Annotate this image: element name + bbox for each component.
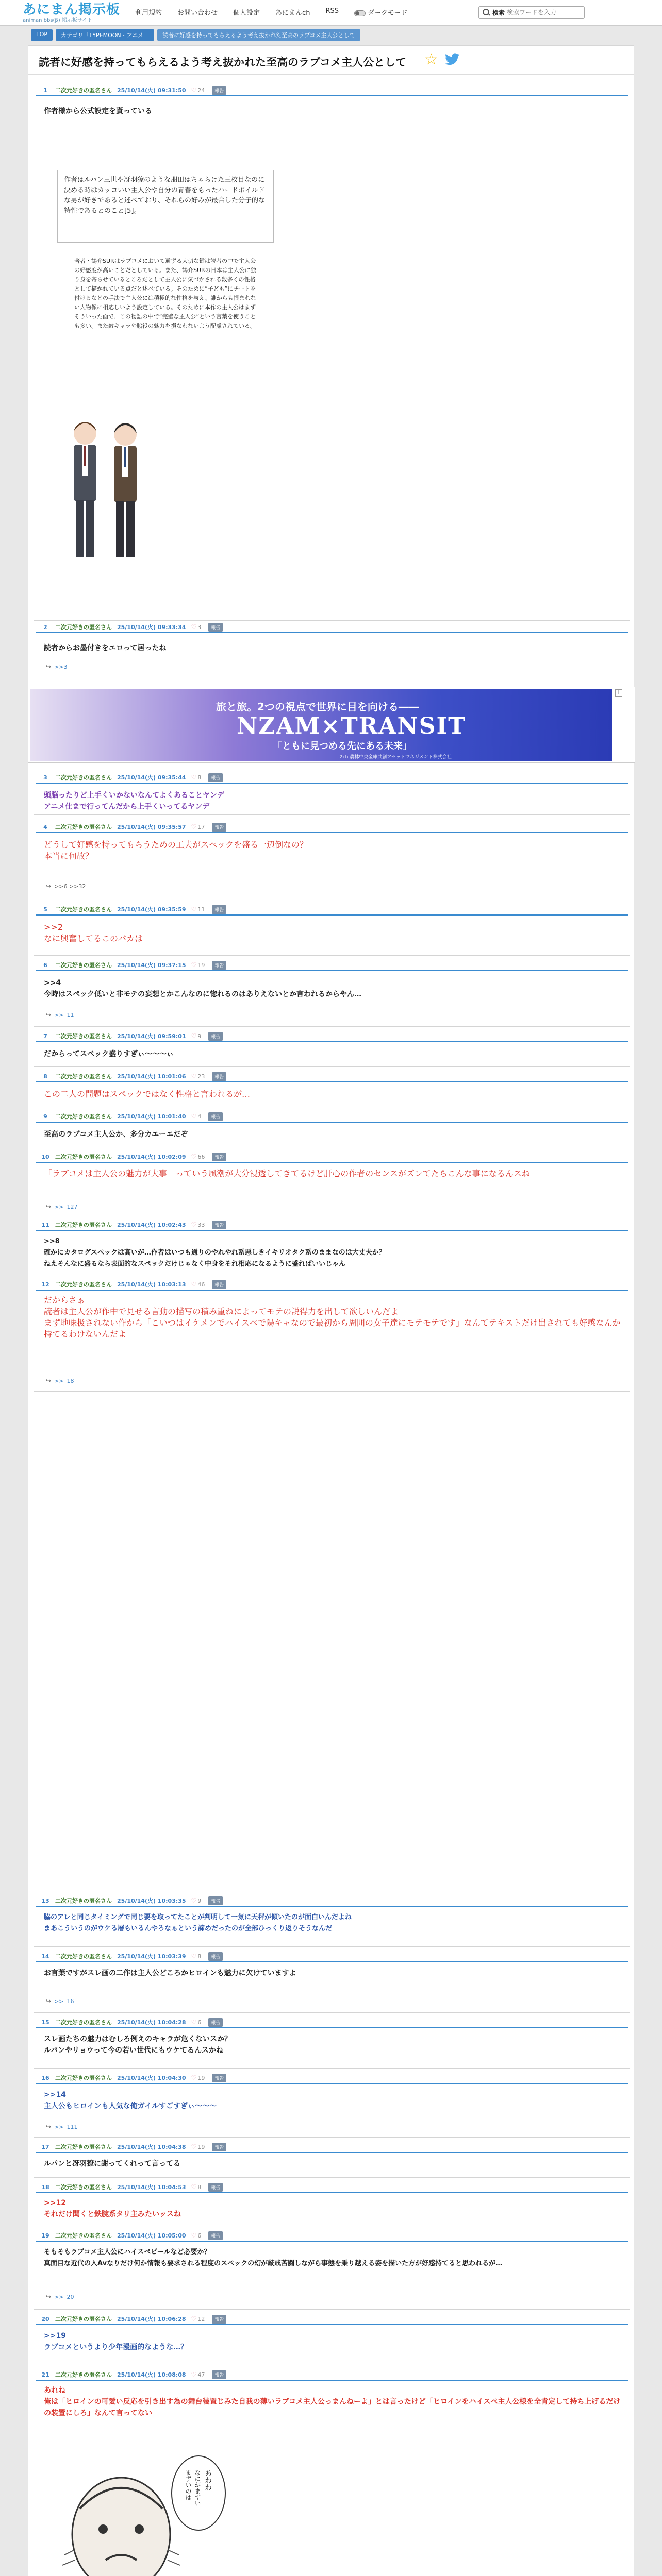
logo-text: あにまん掲示板: [23, 2, 121, 18]
poster-name: 二次元好きの匿名さん: [55, 1222, 112, 1228]
search-input[interactable]: [507, 9, 569, 16]
site-logo[interactable]: [23, 2, 120, 24]
reply-count: 11: [67, 1011, 74, 1019]
report-button[interactable]: 報告: [208, 773, 223, 782]
post-meta: [36, 2142, 628, 2153]
reply-indicator[interactable]: [46, 663, 68, 670]
report-button[interactable]: 報告: [208, 2018, 223, 2027]
reply-count-value: >>6 >>32: [54, 883, 86, 890]
wiki-quote-box-1: [57, 170, 274, 243]
poster-name: 二次元好きの匿名さん: [55, 824, 112, 831]
post-body: スレ画たちの魅力はむしろ例えのキャラが危くないスか？ ルパンやリョウって今の若い世代にもウケてるんスかね: [44, 2035, 231, 2055]
ad-headline: NZAM×TRANSIT: [237, 713, 466, 739]
reply-arrow-icon: ↪: [46, 2293, 52, 2300]
poster-name: 二次元好きの匿名さん: [55, 2019, 112, 2026]
report-button[interactable]: 報告: [208, 1952, 223, 1961]
report-button[interactable]: 報告: [212, 2143, 226, 2151]
post-date: 25/10/14(火) 10:08:08: [117, 2371, 186, 2378]
post-4: [34, 822, 630, 899]
reply-arrow-icon: ↪: [46, 1377, 52, 1384]
heart-icon[interactable]: ♡: [191, 1113, 197, 1120]
heart-icon[interactable]: ♡: [191, 823, 197, 831]
poster-name: 二次元好きの匿名さん: [55, 1897, 112, 1904]
post-body: 至高のラブコメ主人公か、多分カエーエだぞ: [44, 1130, 188, 1139]
wiki-quote-text-2: 著者・鶴介SURはラブコメにおいて通ずる大切な鍵は読者の中で主人公の好感度が高いことだとしている。また、鶴介SURの日本は主人公に独り身を寄らせているところだとして主人公に気づかされる数多くの性格として描かれている点だと述べている。そのために“子ども”にチートを付けるなどの手法で主人公には積極的な性格を与え、誰からも恨まれない人物像に相応しいよう設定している。そのために本作の主人公はまずそういった面で、この物語の中で“完璧な主人公”という言葉を使うことも多い。また敵キャラや脇役の魅力を損なわないよう配慮されている。: [74, 258, 256, 329]
reply-indicator[interactable]: [46, 1011, 74, 1019]
post-21: [34, 2369, 630, 2576]
post-10: [34, 1151, 630, 1215]
heart-icon[interactable]: ♡: [191, 2183, 197, 2191]
heart-icon[interactable]: ♡: [191, 2232, 197, 2239]
post-date: 25/10/14(火) 10:04:30: [117, 2075, 186, 2081]
post-number[interactable]: 6: [43, 961, 47, 969]
post-date: 25/10/14(火) 09:35:57: [117, 824, 186, 831]
like-count: 47: [197, 2371, 205, 2378]
heart-icon[interactable]: ♡: [191, 1032, 197, 1040]
post-body: だからってスペック盛りすぎぃ〜〜〜ぃ: [44, 1050, 174, 1058]
heart-icon[interactable]: ♡: [191, 774, 197, 781]
post-date: 25/10/14(火) 10:04:28: [117, 2019, 186, 2026]
post-body: >>12 それだけ聞くと鉄腕系タリ主みたいッスね: [44, 2199, 181, 2218]
post-number[interactable]: 13: [41, 1897, 49, 1904]
heart-icon[interactable]: ♡: [191, 906, 197, 913]
post-number[interactable]: 9: [43, 1113, 47, 1120]
post-meta: [36, 2369, 628, 2381]
post-date: 25/10/14(火) 10:05:00: [117, 2232, 186, 2239]
heart-icon[interactable]: ♡: [191, 623, 197, 631]
like-count: 24: [197, 87, 205, 94]
poster-name: 二次元好きの匿名さん: [55, 2075, 112, 2081]
ad-slogan: 「ともに見つめる先にある未来」: [273, 741, 412, 752]
like-count: 33: [197, 1221, 205, 1228]
post-body: >>2 なに興奮してるこのバカは: [44, 922, 143, 943]
breadcrumb-category[interactable]: カテゴリ「TYPEMOON・アニメ」: [56, 29, 154, 41]
report-button[interactable]: 報告: [208, 2183, 223, 2192]
reply-link[interactable]: >>3: [54, 663, 68, 670]
post-body: >>19 ラブコメというより少年漫画的なような…？: [44, 2332, 188, 2351]
heart-icon[interactable]: ♡: [191, 1281, 197, 1288]
post-16: [34, 2073, 630, 2138]
like-count: 46: [197, 1281, 205, 1288]
post-date: 25/10/14(火) 09:33:34: [117, 624, 186, 631]
svg-text:なにがまずい: なにがまずい: [194, 2469, 201, 2506]
reply-arrow-icon: ↪: [46, 1011, 52, 1019]
post-15: [34, 2017, 630, 2069]
post-number[interactable]: 10: [41, 1153, 49, 1160]
poster-name: 二次元好きの匿名さん: [55, 774, 112, 781]
post-meta: [36, 1219, 628, 1231]
post-meta: [36, 1151, 628, 1163]
post-body: そもそもラブコメ主人公にハイスペピールなど必要か？ 真面目な近代の入Avなりだけ何か情報も要求される程度のスペックの幻が厳戒苦闘しながら事態を乗り越える姿を描いた方が好感持てると思われるが…: [44, 2248, 503, 2267]
reply-indicator[interactable]: [46, 1997, 74, 2005]
post-date: 25/10/14(火) 10:01:06: [117, 1073, 186, 1080]
post-number[interactable]: 3: [43, 774, 47, 781]
post-body: お言葉ですがスレ画の二作は主人公どころかヒロインも魅力に欠けていますよ: [44, 1969, 296, 1977]
like-count: 19: [197, 2143, 205, 2150]
post-number[interactable]: 19: [41, 2232, 49, 2239]
post-body: 読者からお墨付きをエロって居ったね: [44, 644, 167, 652]
poster-name: 二次元好きの匿名さん: [55, 1033, 112, 1040]
post-number[interactable]: 15: [41, 2019, 49, 2026]
toggle-switch-icon: [354, 10, 366, 16]
post-date: 25/10/14(火) 10:03:13: [117, 1281, 186, 1288]
like-count: 17: [197, 823, 205, 831]
reply-link[interactable]: >>: [54, 2123, 64, 2130]
post-date: 25/10/14(火) 10:06:28: [117, 2316, 186, 2323]
reply-arrow-icon: ↪: [46, 883, 52, 890]
reply-count: 20: [67, 2293, 74, 2300]
post-date: 25/10/14(火) 10:04:38: [117, 2144, 186, 2150]
heart-icon[interactable]: ♡: [191, 2371, 197, 2378]
report-button[interactable]: 報告: [212, 1280, 226, 1289]
poster-name: 二次元好きの匿名さん: [55, 1113, 112, 1120]
like-count: 6: [197, 2232, 202, 2239]
nav-rss[interactable]: RSS: [325, 7, 339, 15]
post-number[interactable]: 8: [43, 1073, 47, 1080]
post-number[interactable]: 21: [41, 2371, 49, 2378]
like-count: 66: [197, 1153, 205, 1160]
nav-settings[interactable]: 個人設定: [233, 9, 260, 17]
like-count: 9: [197, 1032, 202, 1040]
post-date: 25/10/14(火) 09:59:01: [117, 1033, 186, 1040]
post-meta: [36, 2182, 628, 2193]
thread-container: [28, 45, 634, 2576]
post-date: 25/10/14(火) 10:03:35: [117, 1897, 186, 1904]
ad-sponsor: 2ch 農林中央金庫共創アセットマネジメント株式会社: [340, 755, 452, 760]
post-body: >>4 今時はスペック低いと非モテの妄想とかこんなのに惚れるのはありえないとか言われるからやん…: [44, 979, 361, 998]
nav-links: [135, 7, 407, 17]
post-date: 25/10/14(火) 10:03:39: [117, 1953, 186, 1960]
heart-icon[interactable]: ♡: [191, 1953, 197, 1960]
heart-icon[interactable]: ♡: [191, 2074, 197, 2081]
post-date: 25/10/14(火) 10:04:53: [117, 2184, 186, 2191]
report-button[interactable]: 報告: [212, 1072, 226, 1081]
heart-icon[interactable]: ♡: [191, 87, 197, 94]
post-9: [34, 1111, 630, 1147]
heart-icon[interactable]: ♡: [191, 2019, 197, 2026]
nav-contact[interactable]: お問い合わせ: [177, 9, 218, 17]
post-body: 「ラブコメは主人公の魅力が大事」っていう風潮が大分浸透してきてるけど肝心の作者のセンスがズレてたらこんな事になるんスね: [44, 1168, 530, 1178]
thread-header: [28, 46, 634, 75]
heart-icon[interactable]: ♡: [191, 1153, 197, 1160]
post-body: この二人の問題はスペックではなく性格と言われるが…: [44, 1089, 251, 1099]
post-number[interactable]: 18: [41, 2183, 49, 2191]
ad-image[interactable]: [30, 689, 612, 761]
post-meta: [36, 1071, 628, 1082]
report-button[interactable]: 報告: [212, 2315, 226, 2324]
post-number[interactable]: 5: [43, 906, 47, 913]
post-12: [34, 1279, 630, 1392]
like-count: 8: [197, 2183, 202, 2191]
post-7: [34, 1031, 630, 1067]
reply-arrow-icon: ↪: [46, 1997, 52, 2005]
report-button[interactable]: 報告: [212, 905, 226, 914]
post-meta: [36, 622, 628, 633]
poster-name: 二次元好きの匿名さん: [55, 624, 112, 631]
post-number[interactable]: 1: [43, 87, 47, 94]
poster-name: 二次元好きの匿名さん: [55, 2232, 112, 2239]
like-count: 19: [197, 2074, 205, 2081]
post-8: [34, 1071, 630, 1107]
post-meta: [36, 904, 628, 916]
like-count: 12: [197, 2315, 205, 2323]
post-meta: [36, 822, 628, 833]
post-number[interactable]: 14: [41, 1953, 49, 1960]
like-count: 8: [197, 774, 202, 781]
post-number[interactable]: 20: [41, 2315, 49, 2323]
report-button[interactable]: 報告: [212, 823, 226, 832]
reply-link[interactable]: >>: [54, 1203, 64, 1210]
ad-tagline: 旅と旅。2つの視点で世界に目を向ける――: [216, 701, 419, 713]
like-count: 11: [197, 906, 205, 913]
post-body: 頭脳ったりど上手くいかないなんてよくあることヤンデ アニメ仕まで行ってんだから上手くいってるヤンデ: [44, 791, 224, 811]
reply-link[interactable]: >>: [54, 2293, 64, 2300]
report-button[interactable]: 報告: [208, 623, 223, 632]
report-button[interactable]: 報告: [208, 1032, 223, 1041]
post-date: 25/10/14(火) 09:37:15: [117, 962, 186, 969]
page-title: 読者に好感を持ってもらえるよう考え抜かれた至高のラブコメ主人公として: [39, 56, 406, 69]
post-meta: [36, 1951, 628, 1962]
post-5: [34, 904, 630, 956]
like-count: 23: [197, 1073, 205, 1080]
post-body: >>14 主人公もヒロインも人気な俺ガイルすごすぎぃ〜〜〜: [44, 2091, 217, 2110]
advertisement-banner[interactable]: [28, 687, 635, 763]
like-count: 9: [197, 1897, 202, 1904]
reply-link[interactable]: >>: [54, 1377, 64, 1384]
like-count: 3: [197, 623, 202, 631]
post-17: [34, 2142, 630, 2178]
svg-text:まずいのは: まずいのは: [185, 2469, 192, 2500]
post-number[interactable]: 2: [43, 623, 47, 631]
like-count: 4: [197, 1113, 202, 1120]
post-date: 25/10/14(火) 09:35:59: [117, 906, 186, 913]
reply-indicator[interactable]: [46, 2123, 78, 2130]
reply-indicator[interactable]: [46, 883, 86, 890]
poster-name: 二次元好きの匿名さん: [55, 906, 112, 913]
post-meta: [36, 1111, 628, 1123]
post-number[interactable]: 16: [41, 2074, 49, 2081]
poster-name: 二次元好きの匿名さん: [55, 87, 112, 94]
reply-indicator[interactable]: [46, 2293, 74, 2300]
poster-name: 二次元好きの匿名さん: [55, 1073, 112, 1080]
reply-link[interactable]: >>: [54, 1011, 64, 1019]
post-number[interactable]: 7: [43, 1032, 47, 1040]
heart-icon[interactable]: ♡: [191, 1897, 197, 1904]
poster-name: 二次元好きの匿名さん: [55, 1281, 112, 1288]
post-body: あれね 俺は「ヒロインの可愛い反応を引き出す為の舞台装置じみた自我の薄いラブコメ主人公っまんねーよ」とは言ったけど「ヒロインをハイスペ主人公様を全肯定して持ち上げるだけの装置にしろ」なんて言ってない: [44, 2386, 621, 2417]
post-meta: [36, 2314, 628, 2325]
post-number[interactable]: 11: [41, 1221, 49, 1228]
post-18: [34, 2182, 630, 2226]
search-label: 検索: [492, 9, 505, 16]
post-body: 作者様から公式設定を貰っている: [44, 107, 152, 115]
reply-count: 111: [67, 2123, 78, 2130]
reply-count: 16: [67, 1997, 74, 2005]
post-number[interactable]: 17: [41, 2143, 49, 2150]
nav-animanch[interactable]: あにまんch: [275, 9, 310, 17]
breadcrumb: [31, 29, 360, 41]
dark-mode-toggle[interactable]: [354, 7, 407, 17]
like-count: 19: [197, 961, 205, 969]
like-count: 8: [197, 1953, 202, 1960]
report-button[interactable]: 報告: [208, 1112, 223, 1121]
favorite-star-icon[interactable]: ☆: [424, 50, 438, 69]
post-meta: [36, 1031, 628, 1042]
poster-name: 二次元好きの匿名さん: [55, 2371, 112, 2378]
search-box: [478, 6, 585, 19]
reply-arrow-icon: ↪: [46, 663, 52, 670]
post-meta: [36, 772, 628, 784]
report-button[interactable]: 報告: [208, 1896, 223, 1905]
post-number[interactable]: 12: [41, 1281, 49, 1288]
post-6: [34, 960, 630, 1027]
report-button[interactable]: 報告: [212, 86, 226, 95]
post-meta: [36, 2230, 628, 2242]
character-illustration: [59, 413, 152, 567]
reply-count: 18: [67, 1377, 74, 1384]
wiki-quote-text-1: 作者はルパン三世や冴羽獠のような朋田はちゃらけた三枚目なのに決める時はカッコいい主人公や自分の青春をもったハードボイルドな男が好きであると述べており、それらの好みが最合した分子的な特性であるとのこと[5]。: [64, 176, 266, 215]
heart-icon[interactable]: ♡: [191, 2315, 197, 2323]
post-date: 25/10/14(火) 09:31:50: [117, 87, 186, 94]
report-button[interactable]: 報告: [212, 1221, 226, 1229]
post-11: [34, 1219, 630, 1276]
meme-speech-text: あわわ: [204, 2469, 212, 2491]
post-meta: [36, 2017, 628, 2028]
post-meta: [36, 85, 628, 96]
heart-icon[interactable]: ♡: [191, 961, 197, 969]
reply-count: 127: [67, 1203, 78, 1210]
poster-name: 二次元好きの匿名さん: [55, 1953, 112, 1960]
report-button[interactable]: 報告: [212, 961, 226, 970]
logo-subtitle: animan bbs(β) 掲示板サイト: [23, 18, 93, 23]
poster-name: 二次元好きの匿名さん: [55, 2144, 112, 2150]
heart-icon[interactable]: ♡: [191, 1073, 197, 1080]
post-body: >>8 確かにカタログスペックは高いが…作者はいつも通りのやれやれ系悪しきイキリオタク系のままなのは大丈夫か？ ねえそんなに盛るなら表面的なスペックだけじゃなく中身をそれ相応になるように盛ればいいじゃん: [44, 1238, 386, 1268]
post-meta: [36, 960, 628, 971]
post-13: [34, 1895, 630, 1947]
post-14: [34, 1951, 630, 2013]
post-date: 25/10/14(火) 09:35:44: [117, 774, 186, 781]
site-header: [0, 0, 662, 26]
heart-icon[interactable]: ♡: [191, 2143, 197, 2150]
post-19: [34, 2230, 630, 2310]
poster-name: 二次元好きの匿名さん: [55, 2184, 112, 2191]
reply-indicator[interactable]: [46, 1203, 78, 1210]
poster-name: 二次元好きの匿名さん: [55, 962, 112, 969]
breadcrumb-thread[interactable]: 読者に好感を持ってもらえるよう考え抜かれた至高のラブコメ主人公として: [157, 29, 360, 41]
breadcrumb-top[interactable]: TOP: [31, 29, 53, 41]
post-3: [34, 772, 630, 815]
poster-name: 二次元好きの匿名さん: [55, 2316, 112, 2323]
like-count: 6: [197, 2019, 202, 2026]
post-20: [34, 2314, 630, 2365]
report-button[interactable]: 報告: [208, 2231, 223, 2240]
nav-terms[interactable]: 利用規約: [135, 9, 162, 17]
post-body: ルパンと冴羽獠に謝ってくれって言ってる: [44, 2160, 181, 2168]
post-number[interactable]: 4: [43, 823, 47, 831]
report-button[interactable]: 報告: [212, 2370, 226, 2379]
post-body: どうして好感を持ってもらうための工夫がスペックを盛る一辺倒なの？ 本当に何故？: [44, 840, 308, 861]
post-2: [34, 622, 630, 677]
heart-icon[interactable]: ♡: [191, 1221, 197, 1228]
post-meta: [36, 2073, 628, 2084]
reply-link[interactable]: >>: [54, 1997, 64, 2005]
wiki-quote-box-2: [68, 251, 263, 405]
post-date: 25/10/14(火) 10:02:09: [117, 1154, 186, 1160]
report-button[interactable]: 報告: [212, 1153, 226, 1161]
post-date: 25/10/14(火) 10:02:43: [117, 1222, 186, 1228]
report-button[interactable]: 報告: [212, 2074, 226, 2082]
reply-indicator[interactable]: [46, 1377, 74, 1384]
twitter-bird-icon[interactable]: [445, 53, 459, 65]
ad-info-icon[interactable]: i: [615, 689, 622, 697]
post-body: だからさぁ 読者は主人公が作中で見せる言動の描写の積み重ねによってモテの説得力を出して欲しいんだよ まず地味扱されない作から「こいつはイケメンでハイスペで陽キャなので最初から周囲の女子達にモテモテです」なんてテキストだけ出されても好感なんか持てるわけないんだよ: [44, 1295, 621, 1339]
post-date: 25/10/14(火) 10:01:40: [117, 1113, 186, 1120]
post-body: 脇のアレと同じタイミングで同じ要を取ってたことが判明して一気に天秤が傾いたのが面白いんだよね まあこういうのがウケる層もいるんやろなぁという諦めだったのが全部ひっくり返りそうなんだ: [44, 1913, 352, 1933]
post-meta: [36, 1279, 628, 1291]
meme-image: [44, 2447, 229, 2576]
post-meta: [36, 1895, 628, 1907]
reply-arrow-icon: ↪: [46, 2123, 52, 2130]
search-icon[interactable]: [482, 8, 490, 16]
dark-mode-label: ダークモード: [367, 9, 408, 17]
poster-name: 二次元好きの匿名さん: [55, 1154, 112, 1160]
reply-arrow-icon: ↪: [46, 1203, 52, 1210]
